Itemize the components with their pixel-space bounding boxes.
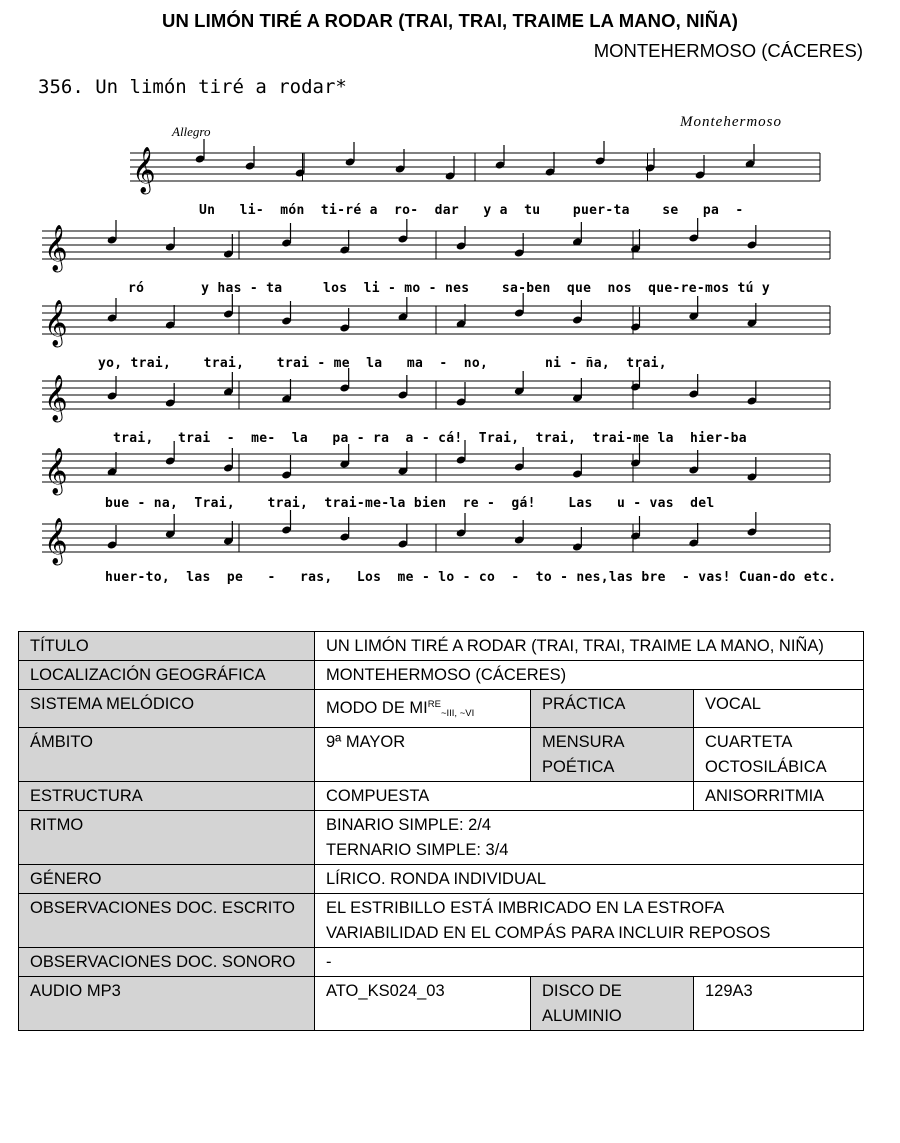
table-row bbox=[19, 782, 864, 811]
lyric-line-6: huer-to, las pe - ras, Los me - lo - co - to - nes,las bre - vas! Cuan-do etc. bbox=[105, 570, 837, 585]
table-label: MENSURA POÉTICA bbox=[531, 728, 694, 782]
lyric-line-4: trai, trai - me- la pa - ra a - cá! Trai, trai, trai-me la hier-ba bbox=[113, 431, 747, 446]
treble-clef-icon: 𝄞 bbox=[44, 448, 68, 494]
table-label: OBSERVACIONES DOC. ESCRITO bbox=[19, 894, 315, 948]
rhythm-line: TERNARIO SIMPLE: 3/4 bbox=[326, 841, 509, 859]
treble-clef-icon: 𝄞 bbox=[132, 147, 156, 193]
table-label: RITMO bbox=[19, 811, 315, 865]
table-value: COMPUESTA bbox=[315, 782, 694, 811]
observation-line: VARIABILIDAD EN EL COMPÁS PARA INCLUIR REPOSOS bbox=[326, 924, 771, 942]
document-title: UN LIMÓN TIRÉ A RODAR (TRAI, TRAI, TRAIME LA MANO, NIÑA) bbox=[162, 10, 738, 31]
table-label: TÍTULO bbox=[19, 632, 315, 661]
melodic-mode-sup: RE bbox=[427, 699, 441, 710]
table-row bbox=[19, 690, 864, 728]
table-value bbox=[315, 811, 864, 865]
table-value bbox=[315, 894, 864, 948]
table-label: PRÁCTICA bbox=[531, 690, 694, 728]
table-value: ANISORRITMIA bbox=[694, 782, 864, 811]
treble-clef-icon: 𝄞 bbox=[44, 300, 68, 346]
score-number-title: 356. Un limón tiré a rodar* bbox=[38, 76, 347, 98]
rhythm-line: BINARIO SIMPLE: 2/4 bbox=[326, 816, 492, 834]
tempo-marking: Allegro bbox=[172, 124, 211, 139]
table-label: ESTRUCTURA bbox=[19, 782, 315, 811]
table-value: 9ª MAYOR bbox=[315, 728, 531, 782]
table-label: OBSERVACIONES DOC. SONORO bbox=[19, 948, 315, 977]
melodic-mode-sub: ~III, ~VI bbox=[440, 708, 475, 719]
table-label: AUDIO MP3 bbox=[19, 977, 315, 1031]
table-value: ATO_KS024_03 bbox=[315, 977, 531, 1031]
table-row bbox=[19, 632, 864, 661]
treble-clef-icon: 𝄞 bbox=[44, 225, 68, 271]
metadata-table bbox=[18, 631, 864, 1031]
lyric-line-5: bue - na, Trai, trai, trai-me-la bien re - gá! Las u - vas del bbox=[105, 496, 715, 511]
table-row bbox=[19, 811, 864, 865]
table-label: ÁMBITO bbox=[19, 728, 315, 782]
table-row bbox=[19, 865, 864, 894]
table-row bbox=[19, 894, 864, 948]
table-value: LÍRICO. RONDA INDIVIDUAL bbox=[315, 865, 864, 894]
table-row bbox=[19, 661, 864, 690]
table-value: 129A3 bbox=[694, 977, 864, 1031]
treble-clef-icon: 𝄞 bbox=[44, 375, 68, 421]
table-label: SISTEMA MELÓDICO bbox=[19, 690, 315, 728]
table-value bbox=[315, 690, 531, 728]
lyric-line-1: Un li- món ti-ré a ro- dar y a tu puer-ta se pa - bbox=[199, 203, 744, 218]
treble-clef-icon: 𝄞 bbox=[44, 518, 68, 564]
table-value: - bbox=[315, 948, 864, 977]
table-value: MONTEHERMOSO (CÁCERES) bbox=[315, 661, 864, 690]
table-value: CUARTETA OCTOSILÁBICA bbox=[694, 728, 864, 782]
place-marking: Montehermoso bbox=[680, 114, 782, 130]
music-score-staves bbox=[30, 66, 860, 596]
table-label: GÉNERO bbox=[19, 865, 315, 894]
table-row bbox=[19, 728, 864, 782]
document-location: MONTEHERMOSO (CÁCERES) bbox=[593, 40, 863, 61]
table-value: VOCAL bbox=[694, 690, 864, 728]
table-row bbox=[19, 948, 864, 977]
table-label: DISCO DE ALUMINIO bbox=[531, 977, 694, 1031]
lyric-line-2: ró y has - ta los li - mo - nes sa-ben que nos que-re-mos tú y bbox=[128, 281, 771, 296]
table-label: LOCALIZACIÓN GEOGRÁFICA bbox=[19, 661, 315, 690]
table-value: UN LIMÓN TIRÉ A RODAR (TRAI, TRAI, TRAIME LA MANO, NIÑA) bbox=[315, 632, 864, 661]
melodic-mode: MODO DE MI bbox=[326, 699, 428, 717]
table-row bbox=[19, 977, 864, 1031]
lyric-line-3: yo, trai, trai, trai - me la ma - no, ni - ña, trai, bbox=[98, 356, 667, 371]
observation-line: EL ESTRIBILLO ESTÁ IMBRICADO EN LA ESTROFA bbox=[326, 899, 725, 917]
